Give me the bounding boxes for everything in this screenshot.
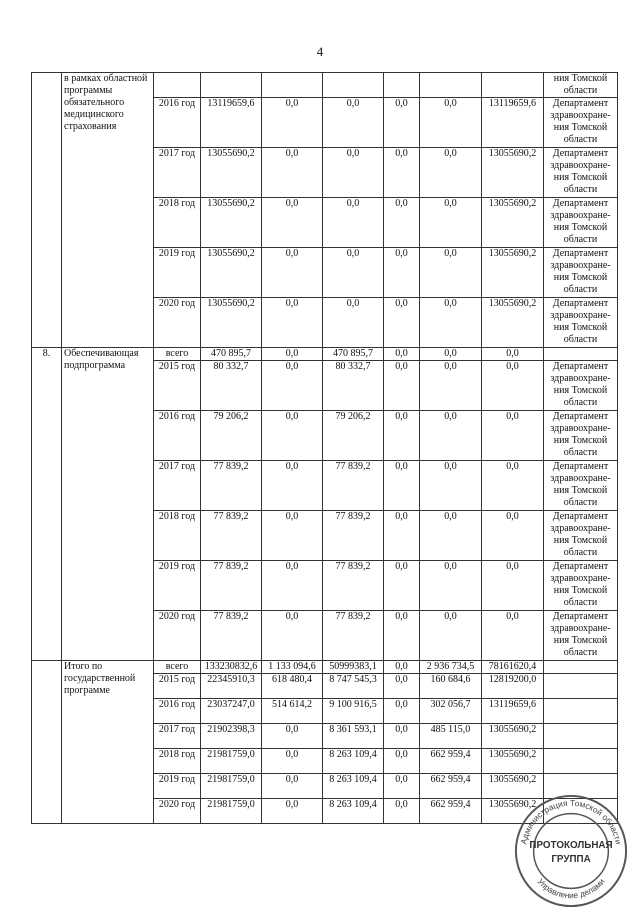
total-cell: 23037247,0	[201, 699, 262, 724]
value-cell: 0,0	[384, 674, 420, 699]
year-cell: 2016 год	[154, 98, 201, 148]
value-cell: 0,0	[384, 248, 420, 298]
value-cell: 13055690,2	[482, 148, 544, 198]
value-cell: 1 133 094,6	[262, 661, 323, 674]
value-cell: 302 056,7	[420, 699, 482, 724]
value-cell: 80 332,7	[323, 361, 384, 411]
value-cell: 9 100 916,5	[323, 699, 384, 724]
value-cell: 13055690,2	[482, 298, 544, 348]
total-cell: 13055690,2	[201, 148, 262, 198]
value-cell: 8 263 109,4	[323, 774, 384, 799]
year-cell: всего	[154, 348, 201, 361]
value-cell: 160 684,6	[420, 674, 482, 699]
year-cell: 2018 год	[154, 198, 201, 248]
value-cell: 0,0	[420, 198, 482, 248]
total-cell: 79 206,2	[201, 411, 262, 461]
value-cell: 0,0	[482, 348, 544, 361]
value-cell: 0,0	[384, 724, 420, 749]
department-cell: ния Томской области	[544, 73, 618, 98]
empty-cell	[262, 73, 323, 98]
value-cell: 79 206,2	[323, 411, 384, 461]
value-cell: 0,0	[384, 198, 420, 248]
value-cell: 0,0	[262, 98, 323, 148]
value-cell: 77 839,2	[323, 461, 384, 511]
protocol-group-stamp	[512, 792, 630, 910]
department-cell	[544, 699, 618, 724]
value-cell: 0,0	[482, 511, 544, 561]
stamp-outer-bottom-text: Управление делами	[535, 876, 607, 901]
budget-table	[31, 72, 618, 824]
department-cell: Департамент здравоохране-ния Томской области	[544, 411, 618, 461]
value-cell: 0,0	[420, 98, 482, 148]
year-cell: 2015 год	[154, 674, 201, 699]
department-cell	[544, 724, 618, 749]
total-cell: 21981759,0	[201, 799, 262, 824]
department-cell: Департамент здравоохране-ния Томской области	[544, 298, 618, 348]
value-cell: 0,0	[482, 561, 544, 611]
value-cell: 0,0	[262, 148, 323, 198]
total-cell: 77 839,2	[201, 611, 262, 661]
svg-text:Администрация Томской области	[518, 798, 624, 846]
department-cell	[544, 674, 618, 699]
value-cell: 2 936 734,5	[420, 661, 482, 674]
year-cell: 2019 год	[154, 561, 201, 611]
value-cell: 0,0	[262, 348, 323, 361]
empty-cell	[420, 73, 482, 98]
value-cell: 0,0	[420, 248, 482, 298]
year-cell: 2020 год	[154, 799, 201, 824]
empty-cell	[384, 73, 420, 98]
value-cell: 0,0	[262, 724, 323, 749]
value-cell: 0,0	[384, 98, 420, 148]
value-cell: 8 263 109,4	[323, 799, 384, 824]
value-cell: 13119659,6	[482, 98, 544, 148]
total-cell: 80 332,7	[201, 361, 262, 411]
value-cell: 0,0	[420, 461, 482, 511]
value-cell: 0,0	[323, 98, 384, 148]
year-cell: 2020 год	[154, 611, 201, 661]
value-cell: 8 747 545,3	[323, 674, 384, 699]
value-cell: 470 895,7	[323, 348, 384, 361]
row-number-cell: 8.	[32, 348, 62, 661]
value-cell: 77 839,2	[323, 611, 384, 661]
value-cell: 0,0	[323, 298, 384, 348]
value-cell: 0,0	[323, 148, 384, 198]
department-cell: Департамент здравоохране-ния Томской области	[544, 561, 618, 611]
totals-name-cell: Итого по государственной программе	[62, 661, 154, 824]
value-cell: 0,0	[384, 749, 420, 774]
value-cell: 0,0	[420, 611, 482, 661]
value-cell: 0,0	[384, 799, 420, 824]
empty-cell	[154, 73, 201, 98]
empty-cell	[482, 73, 544, 98]
total-cell: 77 839,2	[201, 511, 262, 561]
value-cell: 0,0	[384, 411, 420, 461]
value-cell: 0,0	[262, 511, 323, 561]
value-cell: 0,0	[482, 411, 544, 461]
value-cell: 0,0	[482, 361, 544, 411]
department-cell: Департамент здравоохране-ния Томской области	[544, 198, 618, 248]
value-cell: 0,0	[262, 361, 323, 411]
total-cell: 21902398,3	[201, 724, 262, 749]
total-cell: 13055690,2	[201, 198, 262, 248]
year-cell: 2016 год	[154, 699, 201, 724]
budget-table-body	[32, 73, 618, 824]
value-cell: 77 839,2	[323, 511, 384, 561]
value-cell: 13055690,2	[482, 198, 544, 248]
row-number-cell	[32, 661, 62, 824]
value-cell: 0,0	[262, 461, 323, 511]
value-cell: 0,0	[262, 298, 323, 348]
program-name-cell: в рамках областной программы обязательного медицинского страхования	[62, 73, 154, 348]
value-cell: 0,0	[323, 198, 384, 248]
value-cell: 0,0	[384, 148, 420, 198]
value-cell: 0,0	[262, 198, 323, 248]
value-cell: 0,0	[384, 561, 420, 611]
value-cell: 50999383,1	[323, 661, 384, 674]
value-cell: 0,0	[384, 298, 420, 348]
stamp-inner-line-1: ПРОТОКОЛЬНАЯ	[529, 840, 613, 852]
value-cell: 77 839,2	[323, 561, 384, 611]
total-cell: 22345910,3	[201, 674, 262, 699]
total-cell: 21981759,0	[201, 749, 262, 774]
empty-cell	[323, 73, 384, 98]
table-row	[32, 73, 618, 98]
year-cell: 2017 год	[154, 148, 201, 198]
total-cell: 77 839,2	[201, 461, 262, 511]
total-cell: 77 839,2	[201, 561, 262, 611]
value-cell: 13055690,2	[482, 749, 544, 774]
value-cell: 13055690,2	[482, 724, 544, 749]
value-cell: 0,0	[384, 774, 420, 799]
value-cell: 0,0	[384, 461, 420, 511]
value-cell: 0,0	[262, 611, 323, 661]
total-cell: 13119659,6	[201, 98, 262, 148]
value-cell: 0,0	[384, 699, 420, 724]
department-cell: Департамент здравоохране-ния Томской области	[544, 361, 618, 411]
value-cell: 662 959,4	[420, 774, 482, 799]
value-cell: 13055690,2	[482, 774, 544, 799]
total-cell: 133230832,6	[201, 661, 262, 674]
department-cell	[544, 749, 618, 774]
year-cell: 2018 год	[154, 511, 201, 561]
value-cell: 0,0	[323, 248, 384, 298]
total-cell: 13055690,2	[201, 248, 262, 298]
department-cell: Департамент здравоохране-ния Томской области	[544, 511, 618, 561]
year-cell: 2019 год	[154, 248, 201, 298]
value-cell: 13055690,2	[482, 248, 544, 298]
year-cell: 2018 год	[154, 749, 201, 774]
total-cell: 13055690,2	[201, 298, 262, 348]
value-cell: 8 361 593,1	[323, 724, 384, 749]
department-cell	[544, 661, 618, 674]
year-cell: 2017 год	[154, 461, 201, 511]
year-cell: 2015 год	[154, 361, 201, 411]
value-cell: 0,0	[420, 348, 482, 361]
value-cell: 78161620,4	[482, 661, 544, 674]
department-cell: Департамент здравоохране-ния Томской области	[544, 148, 618, 198]
value-cell: 0,0	[262, 749, 323, 774]
value-cell: 0,0	[482, 461, 544, 511]
year-cell: 2019 год	[154, 774, 201, 799]
empty-cell	[201, 73, 262, 98]
value-cell: 662 959,4	[420, 799, 482, 824]
page-number: 4	[316, 44, 324, 59]
value-cell: 0,0	[262, 248, 323, 298]
year-cell: 2016 год	[154, 411, 201, 461]
value-cell: 514 614,2	[262, 699, 323, 724]
value-cell: 13055690,2	[482, 799, 544, 824]
row-number-cell	[32, 73, 62, 348]
value-cell: 662 959,4	[420, 749, 482, 774]
table-row	[32, 348, 618, 361]
department-cell: Департамент здравоохране-ния Томской области	[544, 98, 618, 148]
program-name-cell: Обеспечивающая подпрограмма	[62, 348, 154, 661]
department-cell: Департамент здравоохране-ния Томской области	[544, 611, 618, 661]
value-cell: 0,0	[384, 348, 420, 361]
department-cell: Департамент здравоохране-ния Томской области	[544, 461, 618, 511]
value-cell: 0,0	[384, 611, 420, 661]
value-cell: 13119659,6	[482, 699, 544, 724]
value-cell: 8 263 109,4	[323, 749, 384, 774]
table-row	[32, 661, 618, 674]
value-cell: 0,0	[420, 361, 482, 411]
department-cell	[544, 348, 618, 361]
value-cell: 0,0	[262, 411, 323, 461]
value-cell: 0,0	[384, 361, 420, 411]
value-cell: 0,0	[384, 661, 420, 674]
total-cell: 21981759,0	[201, 774, 262, 799]
value-cell: 0,0	[384, 511, 420, 561]
year-cell: 2020 год	[154, 298, 201, 348]
value-cell: 0,0	[262, 799, 323, 824]
value-cell: 0,0	[262, 774, 323, 799]
value-cell: 0,0	[420, 148, 482, 198]
stamp-outer-top-text: Администрация Томской области	[518, 797, 624, 846]
department-cell: Департамент здравоохране-ния Томской области	[544, 248, 618, 298]
value-cell: 0,0	[420, 411, 482, 461]
value-cell: 0,0	[420, 561, 482, 611]
total-cell: 470 895,7	[201, 348, 262, 361]
year-cell: всего	[154, 661, 201, 674]
value-cell: 0,0	[482, 611, 544, 661]
value-cell: 12819200,0	[482, 674, 544, 699]
year-cell: 2017 год	[154, 724, 201, 749]
value-cell: 485 115,0	[420, 724, 482, 749]
value-cell: 0,0	[262, 561, 323, 611]
stamp-inner-line-2: ГРУППА	[551, 853, 591, 865]
value-cell: 618 480,4	[262, 674, 323, 699]
value-cell: 0,0	[420, 511, 482, 561]
value-cell: 0,0	[420, 298, 482, 348]
